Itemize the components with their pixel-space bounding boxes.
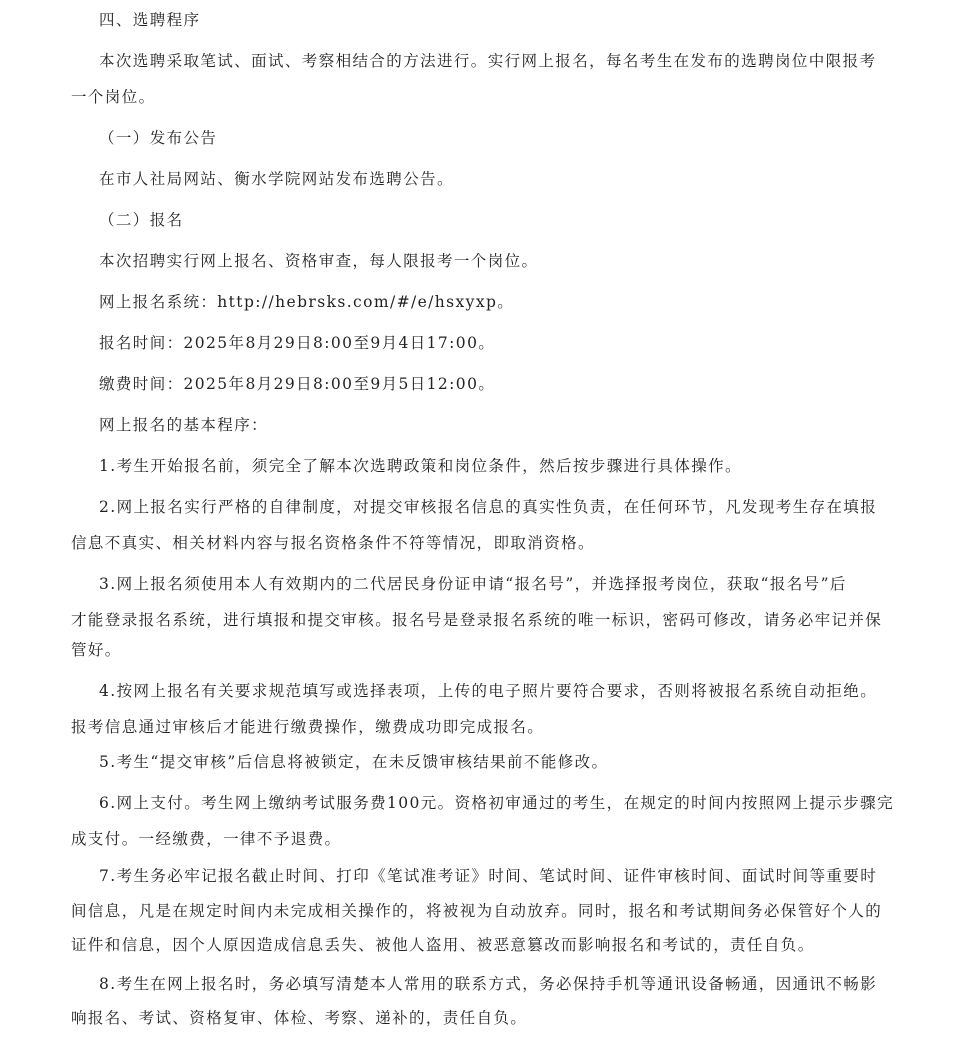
step-3-line-1: 3.网上报名须使用本人有效期内的二代居民身份证申请“报名号”，并选择报考岗位，获取“报名号”后 [99,575,847,593]
subsection-1-title: （一）发布公告 [99,129,218,147]
step-7-line-3: 证件和信息，因个人原因造成信息丢失、被他人盗用、被恶意篡改而影响报名和考试的，责任自负。 [71,936,815,954]
intro-line-1: 本次选聘采取笔试、面试、考察相结合的方法进行。实行网上报名，每名考生在发布的选聘岗位中限报考 [99,52,877,70]
step-1-line-1: 1.考生开始报名前，须完全了解本次选聘政策和岗位条件，然后按步骤进行具体操作。 [99,457,742,475]
step-2-line-2: 信息不真实、相关材料内容与报名资格条件不符等情况，即取消资格。 [71,534,595,552]
subsection-2-title: （二）报名 [99,211,184,229]
step-6-line-2: 成支付。一经缴费，一律不予退费。 [71,830,342,848]
section-title: 四、选聘程序 [99,11,201,29]
intro-line-2: 一个岗位。 [71,88,156,106]
step-8-line-2: 响报名、考试、资格复审、体检、考察、递补的，责任自负。 [71,1009,528,1027]
step-3-line-2: 才能登录报名系统，进行填报和提交审核。报名号是登录报名系统的唯一标识，密码可修改，请务必牢记并保 [71,611,883,629]
step-6-line-1: 6.网上支付。考生网上缴纳考试服务费100元。资格初审通过的考生，在规定的时间内按照网上提示步骤完 [99,794,894,812]
step-2-line-1: 2.网上报名实行严格的自律制度，对提交审核报名信息的真实性负责，在任何环节，凡发现考生存在填报 [99,498,878,516]
registration-time: 报名时间：2025年8月29日8:00至9月4日17:00。 [99,334,496,352]
step-4-line-1: 4.按网上报名有关要求规范填写或选择表项，上传的电子照片要符合要求，否则将被报名系统自动拒绝。 [99,682,878,700]
step-4-line-2: 报考信息通过审核后才能进行缴费操作，缴费成功即完成报名。 [71,718,545,736]
step-5-line-1: 5.考生“提交审核”后信息将被锁定，在未反馈审核结果前不能修改。 [99,753,609,771]
payment-time: 缴费时间：2025年8月29日8:00至9月5日12:00。 [99,375,496,393]
subsection-1-text: 在市人社局网站、衡水学院网站发布选聘公告。 [99,170,454,188]
step-3-line-3: 管好。 [71,641,122,659]
subsection-2-text: 本次招聘实行网上报名、资格审查，每人限报考一个岗位。 [99,252,539,270]
registration-system-line: 网上报名系统：http://hebrsks.com/#/e/hsxyxp。 [99,293,515,311]
step-7-line-2: 间信息，凡是在规定时间内未完成相关操作的，将被视为自动放弃。同时，报名和考试期间务必保管好个人的 [71,902,883,920]
step-8-line-1: 8.考生在网上报名时，务必填写清楚本人常用的联系方式，务必保持手机等通讯设备畅通，因通讯不畅影 [99,975,878,993]
procedure-title: 网上报名的基本程序： [99,416,269,434]
step-7-line-1: 7.考生务必牢记报名截止时间、打印《笔试准考证》时间、笔试时间、证件审核时间、面试时间等重要时 [99,867,878,885]
